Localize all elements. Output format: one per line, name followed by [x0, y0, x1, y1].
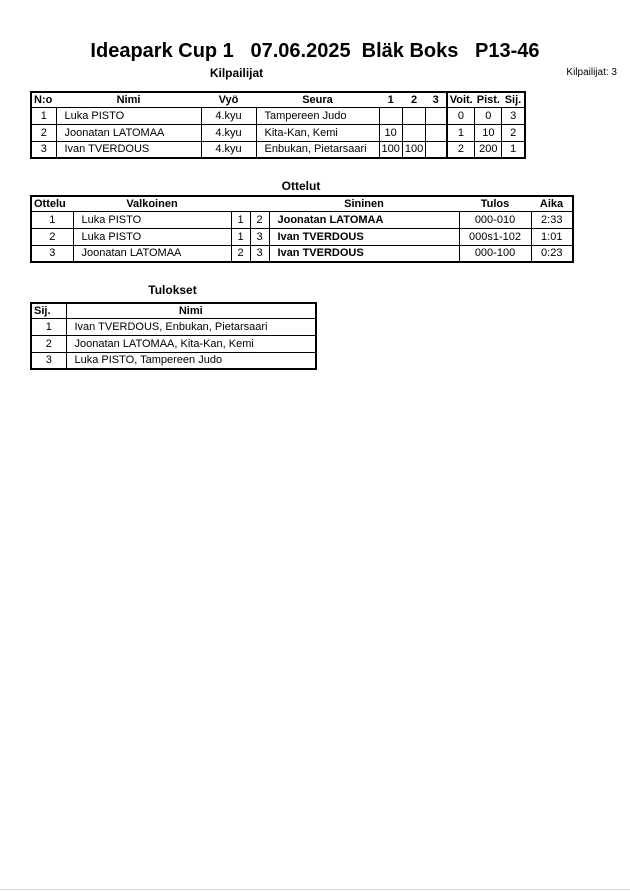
cell-result: 000-010 — [459, 211, 531, 228]
competitor-count-label: Kilpailijat: 3 — [566, 67, 617, 78]
cell-match-no: 2 — [31, 228, 73, 245]
col-header-nimi: Nimi — [56, 92, 201, 107]
cell-round2 — [402, 107, 425, 124]
cell-round3 — [426, 141, 447, 158]
cell-round1: 10 — [379, 124, 402, 141]
cell-pist: 200 — [475, 141, 502, 158]
page-bottom-edge — [0, 889, 630, 890]
match-row — [31, 211, 573, 228]
cell-seura: Enbukan, Pietarsaari — [256, 141, 379, 158]
cell-blue-name: Joonatan LATOMAA — [269, 211, 459, 228]
tulokset-section-title: Tulokset — [148, 283, 197, 297]
cell-round2 — [402, 124, 425, 141]
kilpailijat-header-row — [31, 92, 525, 107]
cell-vyo: 4.kyu — [201, 141, 256, 158]
col-header-sij: Sij. — [502, 92, 525, 107]
cell-vyo: 4.kyu — [201, 124, 256, 141]
cell-white-no: 1 — [231, 228, 250, 245]
placement-row — [31, 318, 316, 335]
cell-round1: 100 — [379, 141, 402, 158]
cell-round1 — [379, 107, 402, 124]
col-header-vyo: Vyö — [201, 92, 256, 107]
cell-seura: Kita-Kan, Kemi — [256, 124, 379, 141]
cell-name-club: Luka PISTO, Tampereen Judo — [66, 352, 316, 369]
cell-sij: 3 — [502, 107, 525, 124]
cell-no: 3 — [31, 141, 56, 158]
cell-round2: 100 — [402, 141, 425, 158]
cell-pist: 10 — [475, 124, 502, 141]
cell-vyo: 4.kyu — [201, 107, 256, 124]
cell-voit: 1 — [447, 124, 475, 141]
col-header-round1: 1 — [379, 92, 402, 107]
competitor-row — [31, 141, 525, 158]
match-row — [31, 228, 573, 245]
cell-result: 000s1-102 — [459, 228, 531, 245]
cell-no: 1 — [31, 107, 56, 124]
cell-time: 2:33 — [531, 211, 573, 228]
placement-row — [31, 352, 316, 369]
cell-sij: 2 — [502, 124, 525, 141]
ottelut-header-row — [31, 196, 573, 211]
cell-sij: 1 — [502, 141, 525, 158]
cell-blue-name: Ivan TVERDOUS — [269, 245, 459, 262]
placement-row — [31, 335, 316, 352]
col-header-seura: Seura — [256, 92, 379, 107]
cell-white-name: Joonatan LATOMAA — [73, 245, 231, 262]
cell-blue-no: 3 — [250, 228, 269, 245]
cell-name-club: Ivan TVERDOUS, Enbukan, Pietarsaari — [66, 318, 316, 335]
col-header-tulos: Tulos — [459, 196, 531, 211]
page-title: Ideapark Cup 1 07.06.2025 Bläk Boks P13-46 — [90, 40, 540, 62]
cell-white-no: 1 — [231, 211, 250, 228]
competitor-row — [31, 107, 525, 124]
match-row — [31, 245, 573, 262]
col-header-voit: Voit. — [447, 92, 475, 107]
col-header-pist: Pist. — [476, 93, 500, 106]
cell-seura: Tampereen Judo — [256, 107, 379, 124]
cell-match-no: 3 — [31, 245, 73, 262]
cell-voit: 0 — [447, 107, 475, 124]
cell-blue-no: 3 — [250, 245, 269, 262]
col-header-aika: Aika — [531, 196, 573, 211]
cell-white-no: 2 — [231, 245, 250, 262]
col-header-round3: 3 — [426, 92, 447, 107]
cell-nimi: Joonatan LATOMAA — [56, 124, 201, 141]
cell-name-club: Joonatan LATOMAA, Kita-Kan, Kemi — [66, 335, 316, 352]
cell-white-name: Luka PISTO — [73, 228, 231, 245]
cell-blue-name: Ivan TVERDOUS — [269, 228, 459, 245]
col-header-ottelu: Ottelu — [31, 196, 73, 211]
cell-no: 2 — [31, 124, 56, 141]
cell-result: 000-100 — [459, 245, 531, 262]
kilpailijat-table — [30, 91, 526, 159]
col-header-sij: Sij. — [31, 303, 66, 318]
cell-time: 1:01 — [531, 228, 573, 245]
cell-time: 0:23 — [531, 245, 573, 262]
cell-nimi: Luka PISTO — [56, 107, 201, 124]
cell-round3 — [426, 124, 447, 141]
cell-match-no: 1 — [31, 211, 73, 228]
cell-place: 3 — [31, 352, 66, 369]
tulokset-header-row — [31, 303, 316, 318]
cell-place: 1 — [31, 318, 66, 335]
cell-place: 2 — [31, 335, 66, 352]
ottelut-section-title: Ottelut — [281, 179, 321, 193]
col-header-sininen: Sininen — [269, 196, 459, 211]
cell-round3 — [426, 107, 447, 124]
cell-white-name: Luka PISTO — [73, 211, 231, 228]
cell-nimi: Ivan TVERDOUS — [56, 141, 201, 158]
tulokset-table — [30, 302, 317, 370]
cell-voit: 2 — [447, 141, 475, 158]
cell-pist: 0 — [475, 107, 502, 124]
col-header-valkoinen: Valkoinen — [73, 196, 231, 211]
col-header-no: N:o — [31, 92, 56, 107]
kilpailijat-section-title: Kilpailijat — [209, 66, 264, 80]
col-header-nimi: Nimi — [66, 303, 316, 318]
col-header-blue-no — [250, 196, 269, 211]
competitor-row — [31, 124, 525, 141]
col-header-white-no — [231, 196, 250, 211]
col-header-round2: 2 — [402, 92, 425, 107]
ottelut-table — [30, 195, 574, 263]
cell-blue-no: 2 — [250, 211, 269, 228]
